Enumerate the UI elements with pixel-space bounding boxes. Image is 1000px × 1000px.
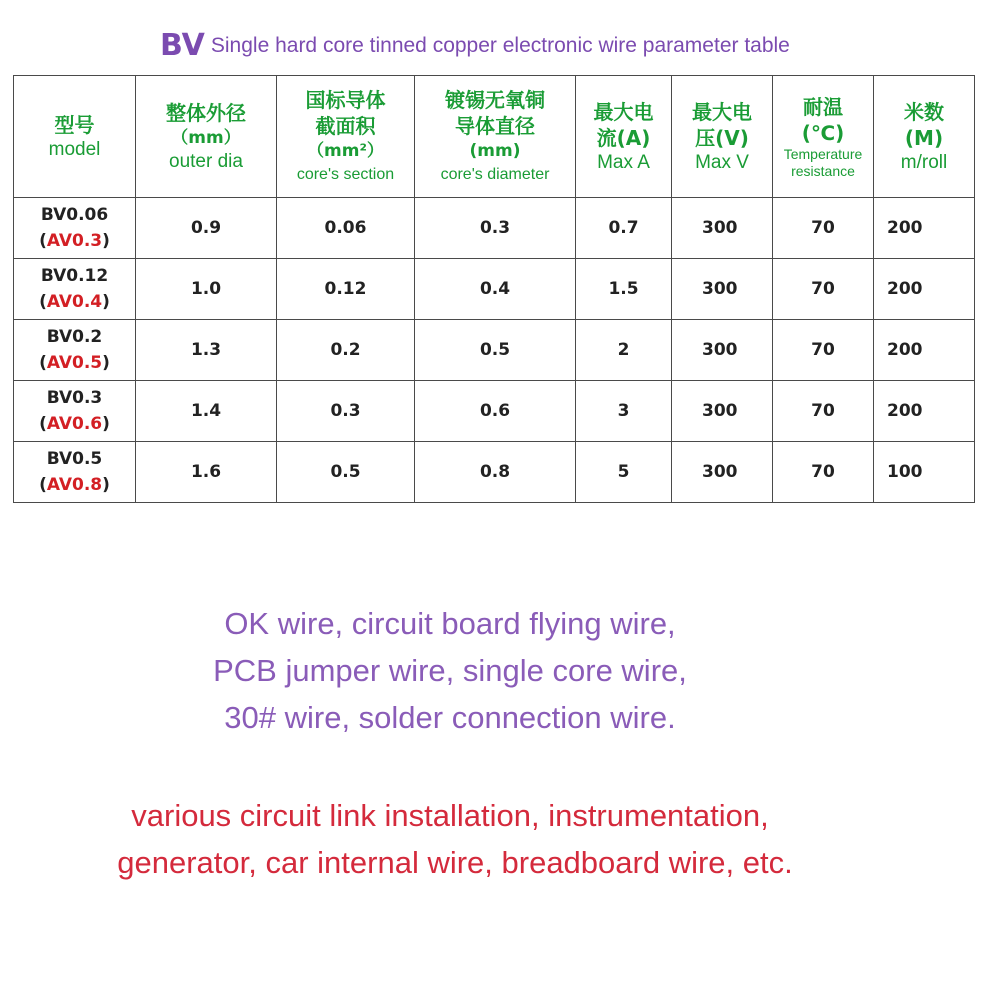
table-row [14,320,975,381]
application-line: generator, car internal wire, breadboard wire, etc. [117,845,793,880]
cell-max-a [576,442,672,503]
header-en-label: Max V [695,151,749,173]
cell-value: 0.8 [479,462,511,482]
cell-value: 1.0 [190,279,222,299]
cell-section [277,198,415,259]
cell-value: 0.6 [479,401,511,421]
cell-value: 1.4 [190,401,222,421]
cell-section [277,442,415,503]
model-alias: (AV0.8) [39,475,110,495]
cell-m-roll [874,198,975,259]
cell-m-roll [874,259,975,320]
cell-m-roll [874,320,975,381]
header-max-current [576,76,672,198]
header-model [14,76,136,198]
header-cn-label: 米数 (M) [904,99,944,150]
cell-temp [773,381,874,442]
cell-max-v [672,198,773,259]
cell-model [14,381,136,442]
cell-value: 200 [887,218,923,238]
cell-value: 70 [811,279,835,299]
header-meters-per-roll [874,76,975,198]
cell-outer-dia [136,381,277,442]
cell-max-v [672,381,773,442]
cell-value: 0.3 [479,218,511,238]
model-alias: (AV0.6) [39,414,110,434]
header-en-label: outer dia [169,150,243,172]
model-name: BV0.06 [40,205,109,225]
usage-line: PCB jumper wire, single core wire, [213,653,687,688]
cell-value: 300 [702,462,738,482]
header-temperature [773,76,874,198]
cell-temp [773,442,874,503]
header-en-label: m/roll [900,151,948,173]
cell-value: 200 [887,340,923,360]
header-core-section [277,76,415,198]
table-row [14,381,975,442]
header-en-label: Max A [597,151,650,173]
model-name: BV0.5 [46,449,103,469]
table-header-row [14,76,975,198]
cell-value: 2 [617,340,630,360]
cell-diameter [415,320,576,381]
header-cn-label: 整体外径 [166,100,246,125]
header-core-diameter [415,76,576,198]
cell-m-roll [874,381,975,442]
cell-max-v [672,442,773,503]
header-cn-label: 耐温 (℃) [801,94,845,145]
cell-value: 0.4 [479,279,511,299]
header-cn-label: 国标导体 截面积 [305,87,386,138]
title-text: Single hard core tinned copper electronic wire parameter table [210,33,790,57]
header-en-label: core's diameter [440,165,550,183]
header-max-voltage [672,76,773,198]
cell-diameter [415,259,576,320]
cell-value: 0.5 [330,462,361,482]
cell-max-a [576,381,672,442]
model-alias: (AV0.4) [39,292,110,312]
cell-temp [773,320,874,381]
cell-max-a [576,259,672,320]
cell-value: 200 [887,401,923,421]
cell-value: 0.3 [330,401,361,421]
cell-value: 1.3 [190,340,222,360]
cell-value: 1.5 [608,279,639,299]
cell-m-roll [874,442,975,503]
cell-section [277,259,415,320]
header-en-label: model [48,138,101,160]
model-name: BV0.3 [46,388,103,408]
cell-diameter [415,381,576,442]
cell-section [277,381,415,442]
cell-value: 300 [702,340,738,360]
cell-value: 200 [887,279,923,299]
cell-value: 0.06 [324,218,367,238]
table-row [14,259,975,320]
cell-max-a [576,198,672,259]
cell-diameter [415,198,576,259]
model-alias: (AV0.3) [39,231,110,251]
cell-max-v [672,320,773,381]
cell-value: 0.2 [330,340,361,360]
cell-value: 300 [702,279,738,299]
cell-value: 3 [617,401,630,421]
header-cn-label: 最大电 压(V) [692,99,752,150]
cell-max-v [672,259,773,320]
cell-value: 100 [887,462,923,482]
parameter-table [13,75,975,503]
cell-value: 5 [617,462,630,482]
cell-model [14,198,136,259]
header-unit: (mm) [469,140,521,161]
cell-temp [773,198,874,259]
cell-value: 300 [702,218,738,238]
model-name: BV0.2 [46,327,103,347]
cell-value: 70 [811,340,835,360]
alias-text: AV0.4 [46,292,103,312]
cell-value: 70 [811,462,835,482]
alias-text: AV0.5 [46,353,103,373]
title-prefix: BV [160,28,205,63]
model-alias: (AV0.5) [39,353,110,373]
alias-text: AV0.3 [46,231,103,251]
cell-value: 0.9 [190,218,222,238]
cell-model [14,259,136,320]
table-row [14,198,975,259]
cell-model [14,320,136,381]
cell-diameter [415,442,576,503]
cell-value: 70 [811,218,835,238]
cell-value: 1.6 [190,462,222,482]
cell-temp [773,259,874,320]
header-unit: （mm²） [307,140,384,161]
model-name: BV0.12 [40,266,109,286]
header-outer-dia [136,76,277,198]
cell-outer-dia [136,320,277,381]
alias-text: AV0.6 [46,414,103,434]
table-row [14,442,975,503]
application-line: various circuit link installation, instrumentation, [131,798,769,833]
header-en-label: core's section [296,165,395,183]
cell-max-a [576,320,672,381]
header-en-label: Temperature resistance [783,145,863,179]
cell-value: 70 [811,401,835,421]
cell-value: 0.12 [324,279,367,299]
header-cn-label: 型号 [54,112,95,137]
alias-text: AV0.8 [46,475,103,495]
cell-model [14,442,136,503]
page-title [160,28,790,68]
cell-outer-dia [136,198,277,259]
header-unit: （mm） [171,127,241,148]
cell-value: 0.5 [479,340,511,360]
table-body [14,198,975,503]
cell-value: 300 [702,401,738,421]
cell-outer-dia [136,442,277,503]
cell-outer-dia [136,259,277,320]
header-cn-label: 镀锡无氧铜 导体直径 [445,87,545,138]
cell-section [277,320,415,381]
cell-value: 0.7 [608,218,639,238]
header-cn-label: 最大电 流(A) [593,99,654,150]
usage-line: OK wire, circuit board flying wire, [224,606,676,641]
usage-line: 30# wire, solder connection wire. [224,700,676,735]
